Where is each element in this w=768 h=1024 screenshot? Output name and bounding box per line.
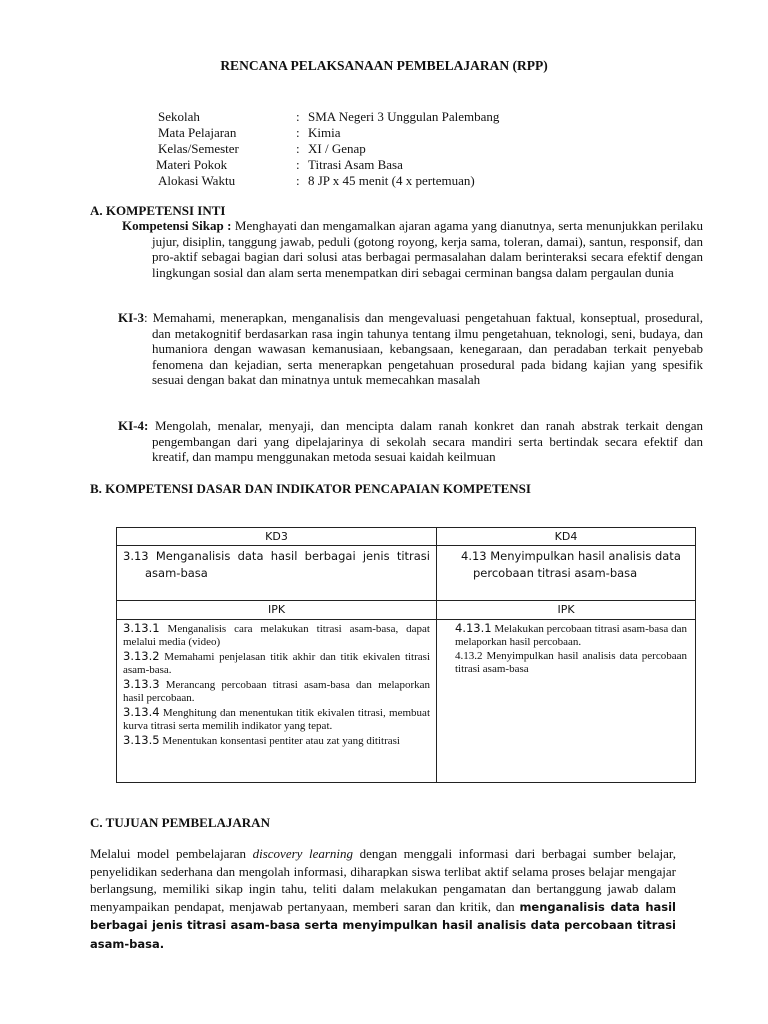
tujuan-paragraph: Melalui model pembelajaran discovery learning dengan menggali informasi dari berbagai sumber belajar, penyelidikan sederhana dan mengolah informasi, diharapkan siswa terlibat aktif selama proses belajar mengajar berlangsung, memiliki sikap ingin tahu, teliti dalam melakukan pengamatan dan bertanggung jawab dalam menyampaikan pendapat, menjawab pertanyaan, memberi saran dan kritik, dan menganalisis data hasil berbagai jenis titrasi asam-basa serta menyimpulkan hasil analisis data percobaan titrasi asam-basa. [90, 846, 676, 951]
kd4-text: 4.13 Menyimpulkan hasil analisis data percobaan titrasi asam-basa [461, 549, 681, 580]
identity-value: Kimia [308, 125, 341, 140]
ipk-item: 3.13.4 Menghitung dan menentukan titik ekivalen titrasi, membuat kurva titrasi serta memilih indikator yang tepat. [123, 705, 430, 732]
ipk-item: 3.13.1 Menganalisis cara melakukan titrasi asam-basa, dapat melalui media (video) [123, 621, 430, 648]
ki-4 [118, 418, 703, 465]
identity-value: XI / Genap [308, 141, 366, 156]
section-b-heading: B. KOMPETENSI DASAR DAN INDIKATOR PENCAPAIAN KOMPETENSI [90, 481, 531, 496]
identity-value: SMA Negeri 3 Unggulan Palembang [308, 109, 500, 124]
ki-4-text: Mengolah, menalar, menyaji, dan mencipta dalam ranah konkret dan ranah abstrak terkait dengan pengembangan dari yang dipelajarinya di sekolah secara mandiri serta bertindak secara efektif dan kreatif, dan mampu menggunakan metoda sesuai kaidah keilmuan [148, 418, 703, 464]
kompetensi-sikap-label: Kompetensi Sikap : [122, 218, 232, 233]
ipk-left-header: IPK [117, 601, 437, 620]
identity-label: Mata Pelajaran [158, 125, 237, 140]
ipk-item: 4.13.2 Menyimpulkan hasil analisis data percobaan titrasi asam-basa [455, 650, 687, 675]
kompetensi-sikap-text: Menghayati dan mengamalkan ajaran agama yang dianutnya, serta menunjukkan perilaku jujur, disiplin, tanggung jawab, peduli (gotong royong, kerja sama, toleran, damai), santun, responsif, dan pro-aktif sebagai bagian dari solusi atas berbagai permasalahan dalam berinteraksi secara efektif dengan lingkungan sosial dan alam serta menempatkan diri sebagai cerminan bangsa dalam pergaulan dunia [152, 218, 703, 280]
ipk-right-header: IPK [437, 601, 696, 620]
kd4-cell [437, 546, 696, 601]
identity-label: Alokasi Waktu [158, 173, 236, 188]
kd3-cell [117, 546, 437, 601]
identity-label: Sekolah [158, 109, 200, 124]
kd3-text: 3.13 Menganalisis data hasil berbagai jenis titrasi asam-basa [123, 549, 430, 580]
ki-3-label: KI-3 [118, 310, 144, 325]
discovery-learning-term: discovery learning [252, 846, 354, 861]
kd4-header: KD4 [437, 528, 696, 546]
identity-colon: : [296, 109, 300, 124]
identity-colon: : [296, 173, 300, 188]
kd-table [116, 527, 696, 783]
section-c-heading: C. TUJUAN PEMBELAJARAN [90, 815, 270, 830]
identity-colon: : [296, 157, 300, 172]
section-a-heading: A. KOMPETENSI INTI [90, 203, 226, 218]
tujuan-highlight: menganalisis data hasil berbagai jenis titrasi asam-basa serta menyimpulkan hasil analisis data percobaan titrasi asam-basa. [90, 899, 676, 951]
ki-3-text: : Memahami, menerapkan, menganalisis dan mengevaluasi pengetahuan faktual, konseptual, prosedural, dan metakognitif berdasarkan rasa ingin tahunya tentang ilmu pengetahuan, teknologi, seni, budaya, dan humaniora dengan wawasan kemanusiaan, kebangsaan, kenegaraan, dan peradaban terkait penyebab fenomena dan kejadian, serta menerapkan pengetahuan prosedural pada bidang kajian yang spesifik sesuai dengan bakat dan minatnya untuk memecahkan masalah [144, 310, 703, 387]
identity-colon: : [296, 125, 300, 140]
ipk-item: 3.13.2 Memahami penjelasan titik akhir dan titik ekivalen titrasi asam-basa. [123, 649, 430, 676]
ipk-item: 3.13.5 Menentukan konsentasi pentiter atau zat yang dititrasi [123, 733, 400, 747]
ipk-left-cell [117, 620, 437, 783]
identity-colon: : [296, 141, 300, 156]
ki-3 [118, 310, 703, 388]
ipk-item: 4.13.1 Melakukan percobaan titrasi asam-basa dan melaporkan hasil percobaan. [455, 621, 687, 648]
ki-4-label: KI-4: [118, 418, 149, 433]
kd3-header: KD3 [117, 528, 437, 546]
ipk-right-cell [437, 620, 696, 783]
ipk-item: 3.13.3 Merancang percobaan titrasi asam-basa dan melaporkan hasil percobaan. [123, 677, 430, 704]
identity-label: Kelas/Semester [158, 141, 239, 156]
kompetensi-sikap [122, 218, 703, 280]
document-title: RENCANA PELAKSANAAN PEMBELAJARAN (RPP) [220, 58, 548, 73]
identity-value: 8 JP x 45 menit (4 x pertemuan) [308, 173, 475, 188]
identity-label: Materi Pokok [156, 157, 228, 172]
identity-value: Titrasi Asam Basa [308, 157, 403, 172]
